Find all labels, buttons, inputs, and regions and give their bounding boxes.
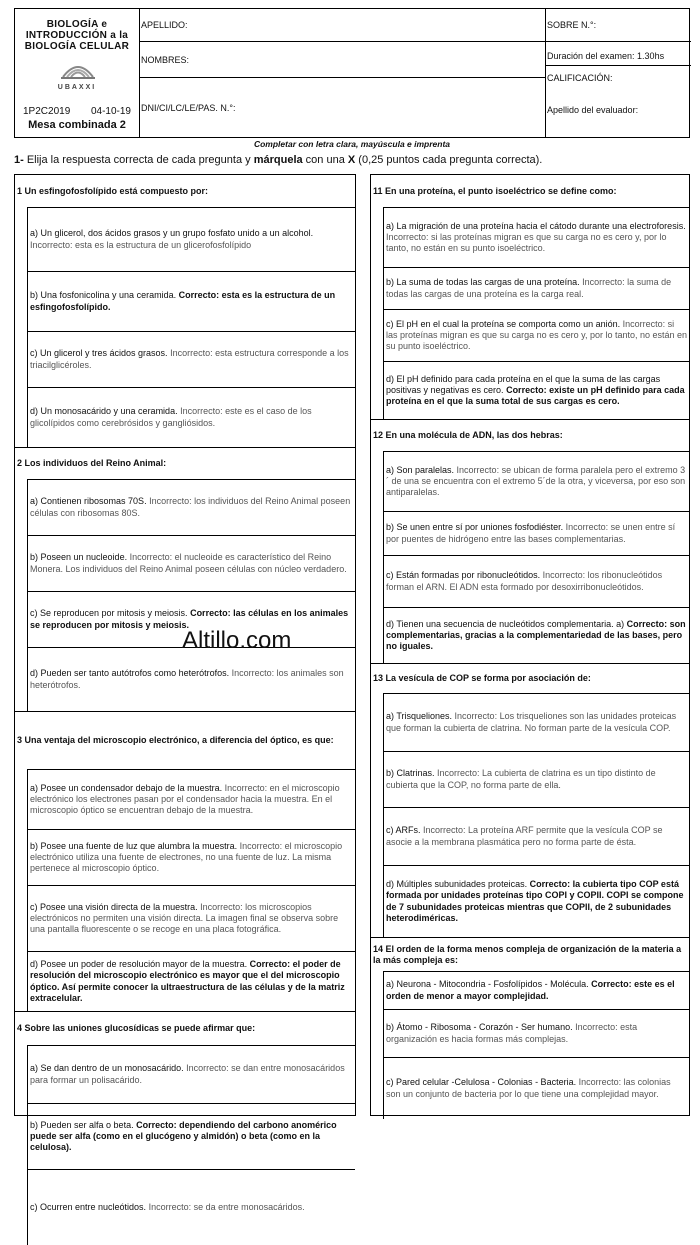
feedback-incorrect: Incorrecto: en el microscopio electrónico los electrones pasan por el condensador hacia la muestra. En el microscopio óptico se encuentran debajo de la muestra.: [30, 782, 340, 816]
dni-field[interactable]: DNI/CI/LC/LE/PAS. N.°:: [141, 103, 236, 113]
feedback-correct: Correcto: esta es la estructura de un esfingofosfolípido.: [30, 290, 336, 312]
option-text: a) Neurona - Mitocondria - Fosfolípidos - Molécula.: [386, 979, 589, 990]
answer-option[interactable]: [27, 271, 355, 331]
option-text: d) El pH definido para cada proteína en el que la suma de las cargas positivas y negativas es cero.: [386, 373, 661, 395]
question-title: 3 Una ventaja del microscopio electrónico, a diferencia del óptico, es que:: [15, 711, 355, 769]
answer-option[interactable]: [383, 807, 689, 865]
option-text: c) El pH en el cual la proteína se comporta como un anión.: [386, 318, 621, 329]
answer-option[interactable]: [27, 331, 355, 387]
exam-header: [14, 8, 690, 138]
option-text: c) Posee una visión directa de la muestra.: [30, 901, 198, 912]
feedback-incorrect: Incorrecto: las colonias son un conjunto de bacteria por lo que tiene una complejidad mayor.: [386, 1077, 671, 1099]
answer-option[interactable]: [27, 479, 355, 535]
apellido-field[interactable]: APELLIDO:: [141, 20, 188, 30]
calificacion-field[interactable]: CALIFICACIÓN:: [547, 73, 613, 83]
feedback-incorrect: Incorrecto: se dan entre monosacáridos para formar un polisacárido.: [30, 1063, 345, 1085]
answer-option[interactable]: [383, 1057, 689, 1119]
exam-date: 04-10-19: [90, 106, 131, 117]
option-text: b) Poseen un nucleoide.: [30, 552, 128, 563]
feedback-correct: Correcto: dependiendo del carbono anomérico puede ser alfa (como en el glucógeno y almidón) o beta (como en la celulosa).: [30, 1119, 337, 1153]
answer-option[interactable]: [383, 1009, 689, 1057]
option-text: d) Posee un poder de resolución mayor de la muestra.: [30, 959, 248, 970]
answer-option[interactable]: [383, 309, 689, 361]
brand-label: UBAXXI: [57, 84, 97, 91]
duracion-label: Duración del examen: 1.30hs: [547, 51, 665, 61]
option-text: b) Átomo - Ribosoma - Corazón - Ser humano.: [386, 1022, 573, 1033]
feedback-incorrect: Incorrecto: si las proteínas migran es que su carga no es cero y, por lo tanto, no están en su punto isoeléctrico.: [386, 318, 688, 352]
mesa-label: Mesa combinada 2: [28, 119, 126, 131]
answer-option[interactable]: [383, 751, 689, 807]
answer-option[interactable]: [27, 1169, 355, 1245]
option-text: a) Son paralelas.: [386, 464, 455, 475]
nombres-field[interactable]: NOMBRES:: [141, 55, 190, 65]
answer-option[interactable]: [383, 361, 689, 419]
feedback-incorrect: Incorrecto: el nucleoide es característico del Reino Monera. Los individuos del Reino Animal poseen células con núcleo verdadero.: [30, 552, 347, 574]
exam-info-fields: [545, 9, 691, 137]
feedback-incorrect: Incorrecto: esta organización es hacia formas más complejas.: [386, 1022, 638, 1044]
feedback-correct: Correcto: este es el orden de menor a mayor complejidad.: [386, 979, 675, 1001]
feedback-incorrect: Incorrecto: esta estructura corresponde a los triacilglicéroles.: [30, 348, 349, 370]
option-text: d) Tienen una secuencia de nucleótidos complementaria. a): [386, 618, 625, 629]
question-title: 12 En una molécula de ADN, las dos hebras:: [371, 419, 689, 451]
course-title: BIOLOGÍA e INTRODUCCIÓN a la BIOLOGÍA CELULAR: [24, 19, 130, 52]
option-text: c) Ocurren entre nucleótidos.: [30, 1201, 147, 1212]
option-text: c) ARFs.: [386, 825, 421, 836]
feedback-correct: Correcto: el poder de resolución del microscopio electrónico es mayor que el del microscopio óptico. Así permite conocer la ultraestructura de las células y de la matriz extracelular.: [30, 959, 345, 1003]
answer-option[interactable]: [383, 971, 689, 1009]
answer-option[interactable]: [27, 951, 355, 1011]
evaluador-field[interactable]: Apellido del evaluador:: [547, 105, 639, 115]
option-text: b) Una fosfonicolina y una ceramida.: [30, 290, 177, 301]
option-text: a) Trisqueliones.: [386, 711, 453, 722]
option-text: a) Contienen ribosomas 70S.: [30, 496, 147, 507]
feedback-incorrect: Incorrecto: Los trisqueliones son las unidades proteicas que forman la cubierta de clatrina. No forman parte de la vesícula COP.: [386, 711, 677, 733]
answer-option[interactable]: [383, 511, 689, 555]
question-title: 14 El orden de la forma menos compleja de organización de la materia a la más compleja es:: [371, 937, 689, 971]
instructions: Completar con letra clara, mayúscula e imprenta: [253, 139, 451, 149]
option-text: c) Pared celular -Celulosa - Colonias - Bacteria.: [386, 1077, 577, 1088]
student-fields: [139, 9, 546, 137]
answer-option[interactable]: [27, 387, 355, 447]
logo-block: [15, 9, 140, 137]
feedback-incorrect: Incorrecto: se da entre monosacáridos.: [146, 1201, 305, 1212]
watermark: Altillo.com: [182, 627, 292, 654]
answer-option[interactable]: [27, 647, 355, 711]
feedback-correct: Correcto: la cubierta tipo COP está formada por unidades proteínas tipo COPI y COPII. COPI se compone de 7 subunidades proteicas mientras que COPII, de 2 subunidades heterodiméricas.: [386, 879, 684, 923]
answer-option[interactable]: [383, 865, 689, 937]
answer-option[interactable]: [383, 267, 689, 309]
answer-option[interactable]: [27, 207, 355, 271]
answer-option[interactable]: [27, 535, 355, 591]
option-text: b) Se unen entre sí por uniones fosfodiéster.: [386, 522, 564, 533]
answer-option[interactable]: [383, 607, 689, 663]
answer-option[interactable]: [383, 451, 689, 511]
option-text: d) Pueden ser tanto autótrofos como heterótrofos.: [30, 668, 230, 679]
question-title: 1 Un esfingofosfolípido está compuesto por:: [17, 185, 209, 196]
option-text: c) Están formadas por ribonucleótidos.: [386, 570, 541, 581]
exam-code: 1P2C2019: [23, 106, 71, 117]
option-text: b) Posee una fuente de luz que alumbra la muestra.: [30, 840, 238, 851]
feedback-incorrect: Incorrecto: la suma de todas las cargas de una proteína es la carga real.: [386, 277, 672, 299]
feedback-incorrect: Incorrecto: se unen entre sí por puentes de hidrógeno entre las bases complementarias.: [386, 522, 676, 544]
answer-option[interactable]: [27, 885, 355, 951]
question-title: 2 Los individuos del Reino Animal:: [15, 447, 355, 479]
option-text: a) La migración de una proteína hacia el cátodo durante una electroforesis.: [386, 220, 686, 231]
answer-option[interactable]: [383, 207, 689, 267]
question-title: 13 La vesícula de COP se forma por asociación de:: [371, 663, 689, 693]
option-text: b) Clatrinas.: [386, 768, 435, 779]
option-text: b) La suma de todas las cargas de una proteína.: [386, 277, 580, 288]
ubaxxi-logo-icon: [59, 59, 97, 81]
option-text: d) Un monosacárido y una ceramida.: [30, 406, 178, 417]
answer-option[interactable]: [383, 693, 689, 751]
right-question-column: [370, 174, 690, 1116]
feedback-incorrect: Incorrecto: este es el caso de los glicolípidos como cerebrósidos y gangliósidos.: [30, 406, 312, 428]
question-title: 4 Sobre las uniones glucosídicas se puede afirmar que:: [15, 1011, 355, 1045]
feedback-correct: Correcto: las células en los animales se reproducen por mitosis y meiosis.: [30, 608, 349, 630]
feedback-incorrect: Incorrecto: si las proteínas migran es que su carga no es cero y, por lo tanto, no están en su punto isoeléctrico.: [386, 231, 667, 254]
feedback-incorrect: Incorrecto: se ubican de forma paralela pero el extremo 3´ de una se encuentra con el extremo 5´de la otra, y viceversa, por eso son antiparalelas.: [386, 464, 686, 498]
question-title: 11 En una proteína, el punto isoeléctrico se define como:: [373, 185, 617, 196]
option-text: b) Pueden ser alfa o beta.: [30, 1119, 134, 1130]
option-text: c) Se reproducen por mitosis y meiosis.: [30, 608, 188, 619]
feedback-incorrect: Incorrecto: el microscopio electrónico utiliza una fuente de electrones, no una fuente de luz. La misma pertenece al microscopio óptico.: [30, 840, 343, 874]
option-text: a) Un glicerol, dos ácidos grasos y un grupo fosfato unido a un alcohol.: [30, 228, 314, 239]
answer-option[interactable]: [383, 555, 689, 607]
feedback-correct: Correcto: existe un pH definido para cada proteína en el que la suma total de sus cargas es cero.: [386, 384, 685, 407]
feedback-incorrect: Incorrecto: los individuos del Reino Animal poseen células con ribosomas 80S.: [30, 496, 351, 518]
option-text: a) Posee un condensador debajo de la muestra.: [30, 782, 223, 793]
feedback-incorrect: Incorrecto: La cubierta de clatrina es un tipo distinto de cubierta que la COP, no forma parte de ella.: [386, 768, 656, 790]
feedback-incorrect: Incorrecto: La proteína ARF permite que la vesícula COP se asocie a la membrana plasmática pero no forma parte de ésta.: [386, 825, 663, 847]
answer-option[interactable]: [27, 1103, 355, 1169]
section-instructions: 1- Elija la respuesta correcta de cada pregunta y márquela con una X (0,25 puntos cada pregunta correcta).: [14, 154, 543, 166]
option-text: d) Múltiples subunidades proteicas.: [386, 879, 528, 890]
answer-option[interactable]: [27, 1045, 355, 1103]
answer-option[interactable]: [27, 829, 355, 885]
option-text: a) Se dan dentro de un monosacárido.: [30, 1063, 184, 1074]
feedback-correct: Correcto: son complementarias, gracias a la complementariedad de las bases, pero no iguales.: [386, 618, 686, 652]
feedback-incorrect: Incorrecto: esta es la estructura de un glicerofosfolípido: [30, 239, 252, 250]
feedback-incorrect: Incorrecto: los microscopios electrónicos no permiten una visión directa. La imagen final se observa sobre una pantalla fluorescente o se recoge en una placa fotográfica.: [30, 901, 339, 935]
feedback-incorrect: Incorrecto: los ribonucleótidos forman el ARN. El ADN esta formado por desoxirribonucleótidos.: [386, 570, 663, 592]
sobre-field[interactable]: SOBRE N.°:: [547, 20, 597, 30]
answer-option[interactable]: [27, 769, 355, 829]
feedback-incorrect: Incorrecto: los animales son heterótrofos.: [30, 668, 344, 690]
option-text: c) Un glicerol y tres ácidos grasos.: [30, 348, 168, 359]
